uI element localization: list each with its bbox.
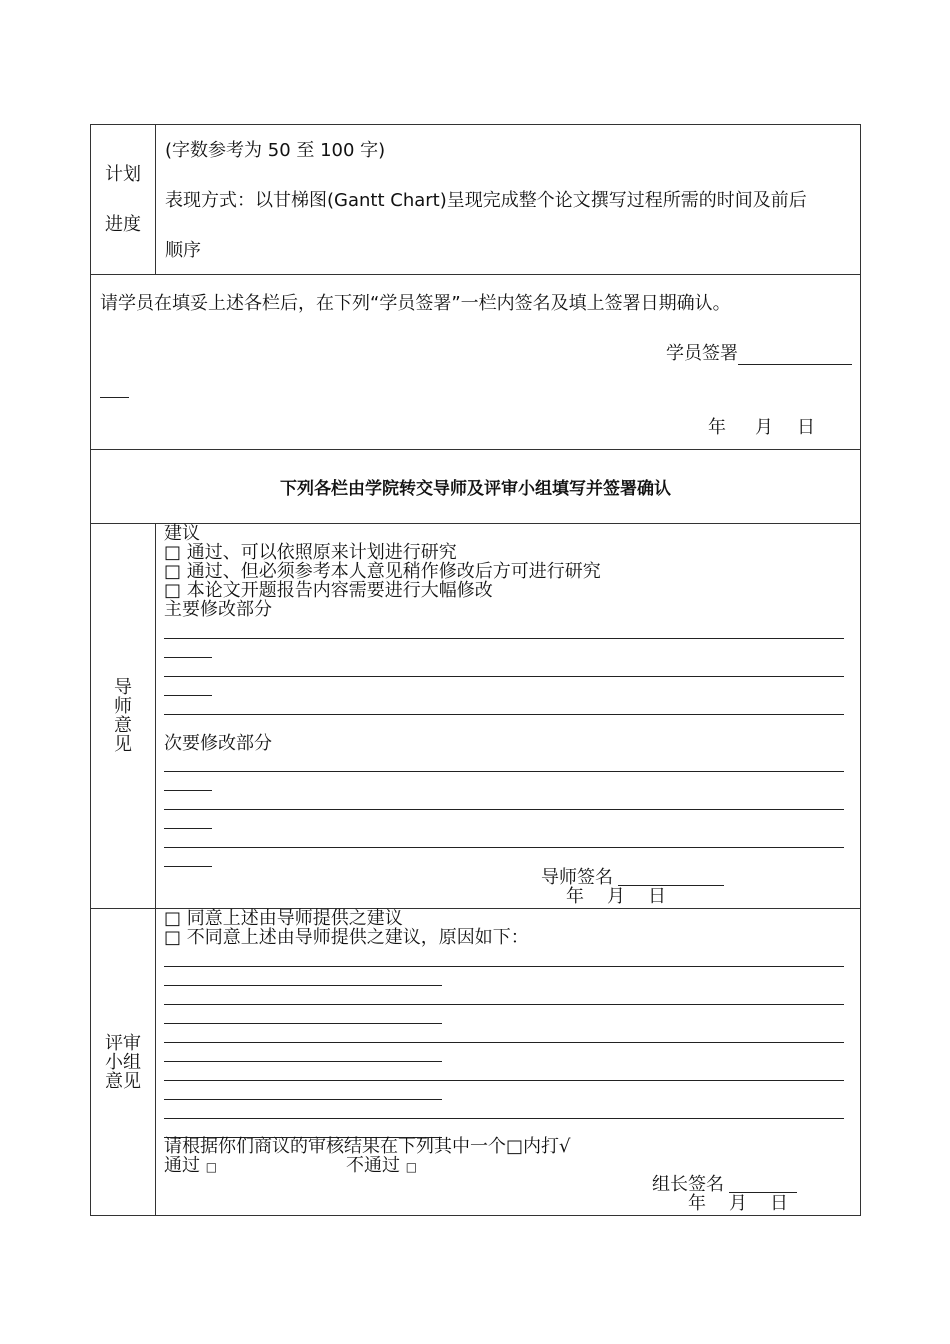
major-revision-line[interactable] bbox=[164, 714, 844, 715]
panel-label-line2: 小组 bbox=[105, 1051, 141, 1073]
student-signature-field[interactable] bbox=[666, 339, 852, 365]
student-date[interactable] bbox=[708, 413, 815, 439]
major-revision-line-tail bbox=[164, 695, 212, 696]
option-agree[interactable]: □ 同意上述由导师提供之建议 bbox=[164, 908, 403, 929]
reason-line-tail bbox=[164, 1023, 442, 1024]
tutor-signature-label: 导师签名 bbox=[541, 867, 613, 888]
leader-date-day: 日 bbox=[770, 1193, 788, 1214]
result-instruction: 请根据你们商议的审核结果在下列其中一个□内打√ bbox=[164, 1136, 571, 1157]
plan-label-cell bbox=[91, 125, 156, 275]
panel-label-cell bbox=[91, 909, 156, 1216]
panel-label-line1: 评审 bbox=[105, 1032, 141, 1054]
panel-label-line3: 意见 bbox=[105, 1070, 141, 1092]
reason-line-tail bbox=[164, 1061, 442, 1062]
major-revision-line-tail bbox=[164, 657, 212, 658]
student-signature-line-tail bbox=[100, 397, 129, 398]
tutor-opinion-row bbox=[91, 524, 861, 909]
word-count-note: (字数参考为 50 至 100 字) bbox=[165, 140, 386, 161]
tutor-content-cell bbox=[156, 524, 861, 909]
major-revision-title: 主要修改部分 bbox=[164, 599, 272, 620]
option-pass-as-planned[interactable]: □ 通过、可以依照原来计划进行研究 bbox=[164, 542, 457, 563]
fail-label: 不通过 bbox=[346, 1155, 400, 1176]
student-signature-line[interactable] bbox=[738, 346, 852, 365]
pass-option[interactable] bbox=[164, 1156, 217, 1177]
plan-label-line2: 进度 bbox=[105, 213, 141, 235]
pass-label: 通过 bbox=[164, 1155, 200, 1176]
leader-signature-label: 组长签名 bbox=[652, 1174, 724, 1195]
panel-content-cell bbox=[156, 909, 861, 1216]
leader-signature-field[interactable] bbox=[652, 1175, 724, 1194]
major-revision-line[interactable] bbox=[164, 676, 844, 677]
tutor-label-cell bbox=[91, 524, 156, 909]
major-revision-line[interactable] bbox=[164, 638, 844, 639]
student-confirm-cell bbox=[91, 275, 861, 450]
reason-line-tail bbox=[164, 985, 442, 986]
tutor-signature-field[interactable] bbox=[541, 868, 613, 887]
student-date-day: 日 bbox=[797, 417, 815, 438]
tutor-date[interactable] bbox=[566, 887, 666, 906]
tutor-label-char-4: 见 bbox=[114, 734, 132, 755]
leader-date-year: 年 bbox=[688, 1193, 706, 1214]
section-heading-row bbox=[91, 450, 861, 524]
leader-date[interactable] bbox=[688, 1194, 788, 1213]
thesis-proposal-form bbox=[90, 124, 861, 1216]
presentation-line2: 顺序 bbox=[165, 240, 201, 261]
reason-line-tail bbox=[164, 1099, 442, 1100]
student-instruction: 请学员在填妥上述各栏后，在下列“学员签署”一栏内签名及填上签署日期确认。 bbox=[100, 293, 731, 314]
tutor-label-char-3: 意 bbox=[114, 715, 132, 736]
option-major-revision[interactable]: □ 本论文开题报告内容需要进行大幅修改 bbox=[164, 580, 493, 601]
panel-opinion-row bbox=[91, 909, 861, 1216]
pass-checkbox[interactable]: □ bbox=[205, 1160, 218, 1174]
reason-line[interactable] bbox=[164, 1080, 844, 1081]
tutor-date-day: 日 bbox=[648, 886, 666, 907]
minor-revision-line-tail bbox=[164, 828, 212, 829]
leader-date-month: 月 bbox=[729, 1193, 747, 1214]
option-disagree[interactable]: □ 不同意上述由导师提供之建议，原因如下： bbox=[164, 927, 529, 948]
reason-line[interactable] bbox=[164, 1042, 844, 1043]
tutor-date-year: 年 bbox=[566, 886, 584, 907]
advice-title: 建议 bbox=[164, 523, 200, 544]
plan-content-cell[interactable] bbox=[156, 125, 861, 275]
student-confirm-row bbox=[91, 275, 861, 450]
minor-revision-line-tail bbox=[164, 866, 212, 867]
minor-revision-line[interactable] bbox=[164, 809, 844, 810]
fail-option[interactable] bbox=[346, 1156, 417, 1177]
minor-revision-line[interactable] bbox=[164, 771, 844, 772]
reason-line[interactable] bbox=[164, 1004, 844, 1005]
student-signature-label: 学员签署 bbox=[666, 343, 738, 364]
tutor-label-char-1: 导 bbox=[114, 677, 132, 698]
reason-line[interactable] bbox=[164, 966, 844, 967]
option-pass-with-minor-changes[interactable]: □ 通过、但必须参考本人意见稍作修改后方可进行研究 bbox=[164, 561, 601, 582]
tutor-signature-line[interactable] bbox=[618, 885, 724, 886]
tutor-label-char-2: 师 bbox=[114, 696, 132, 717]
minor-revision-line-tail bbox=[164, 790, 212, 791]
reason-line[interactable] bbox=[164, 1118, 844, 1119]
tutor-date-month: 月 bbox=[607, 886, 625, 907]
section-heading: 下列各栏由学院转交导师及评审小组填写并签署确认 bbox=[91, 450, 861, 524]
presentation-line1: 表现方式：以甘梯图(Gantt Chart)呈现完成整个论文撰写过程所需的时间及前后 bbox=[165, 190, 807, 211]
plan-row bbox=[91, 125, 861, 275]
minor-revision-title: 次要修改部分 bbox=[164, 733, 272, 754]
minor-revision-line[interactable] bbox=[164, 847, 844, 848]
plan-label-line1: 计划 bbox=[105, 163, 141, 185]
student-date-year: 年 bbox=[708, 417, 726, 438]
student-date-month: 月 bbox=[755, 417, 773, 438]
fail-checkbox[interactable]: □ bbox=[405, 1160, 418, 1174]
